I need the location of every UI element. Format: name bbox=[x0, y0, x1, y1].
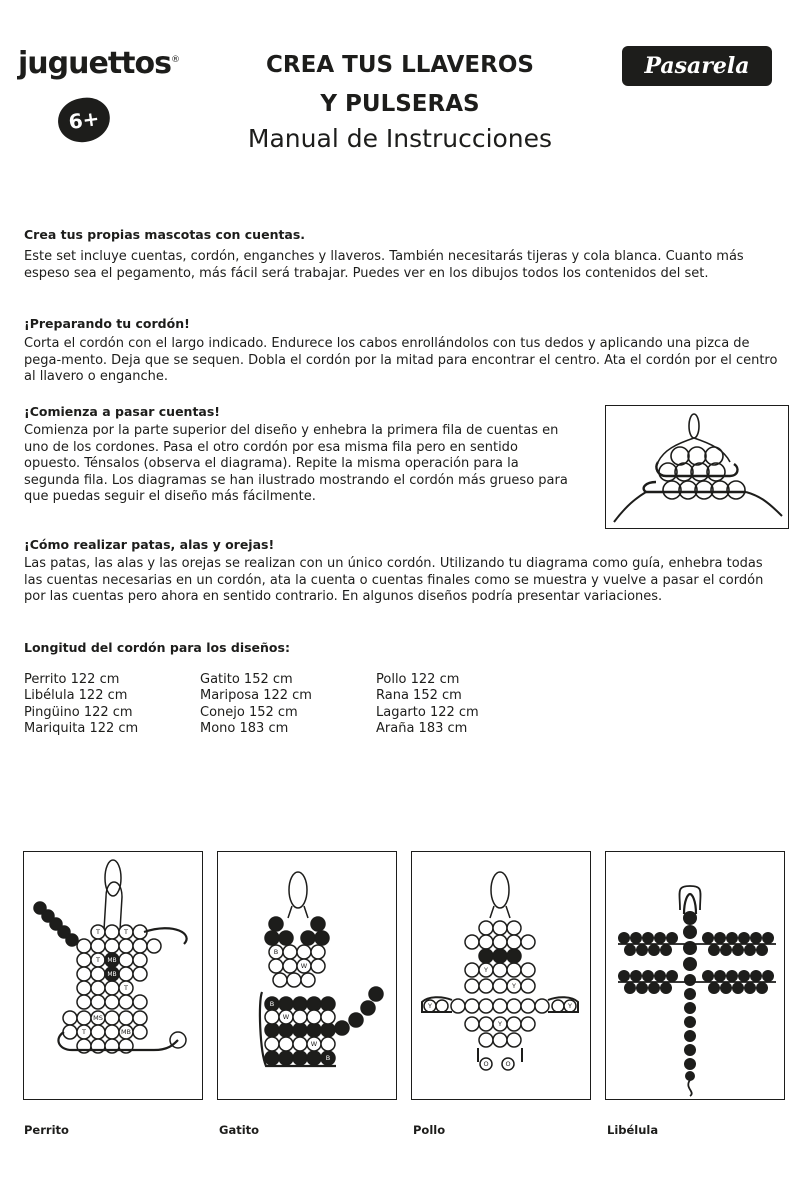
length-item: Mono 183 cm bbox=[200, 720, 289, 736]
lengths-column-3 bbox=[376, 672, 479, 737]
start-heading: ¡Comienza a pasar cuentas! bbox=[24, 404, 221, 419]
bead-label: T bbox=[96, 956, 100, 964]
bead-label: MB bbox=[107, 971, 117, 978]
bead-label: B bbox=[269, 1000, 275, 1008]
bead-label: B bbox=[325, 1054, 331, 1062]
bead-label: T bbox=[96, 928, 100, 936]
age-label: 6+ bbox=[67, 105, 101, 135]
bead-label: W bbox=[310, 1040, 318, 1048]
bead-label: B bbox=[273, 948, 279, 956]
partner-logo-text: Pasarela bbox=[644, 53, 750, 79]
figure-libelula bbox=[605, 851, 785, 1100]
bead-label: T bbox=[124, 984, 128, 992]
title-line-2: Y PULSERAS bbox=[320, 91, 480, 117]
dog-keychain-icon bbox=[24, 852, 201, 1098]
intro-body: Este set incluye cuentas, cordón, enganches y llaveros. También necesitarás tijeras y cola blanca. Cuanto más espeso sea el pegamento, más fácil será trabajar. Puedes ver en los dibujos todos los contenidos del set. bbox=[24, 249, 744, 281]
bead-label: Y bbox=[512, 982, 516, 990]
title-line-1: CREA TUS LLAVEROS bbox=[266, 52, 534, 78]
prep-body: Corta el cordón con el largo indicado. Endurece los cabos enrollándolos con tus dedos y aplicando una pizca de pega-mento. Deja que se sequen. Dobla el cordón por la mitad para encontrar el centro. Ata el cordón por el centro al llavero o enganche. bbox=[24, 336, 778, 384]
age-badge bbox=[55, 95, 113, 146]
bead-label: O bbox=[505, 1060, 511, 1068]
brand-name: juguettos bbox=[18, 46, 171, 81]
registered-mark: ® bbox=[170, 55, 179, 65]
figure-pollo bbox=[411, 851, 591, 1100]
prep-heading: ¡Preparando tu cordón! bbox=[24, 316, 190, 331]
bead-label: MB bbox=[107, 957, 117, 964]
figure-caption-perrito: Perrito bbox=[24, 1123, 69, 1137]
cat-keychain-icon bbox=[218, 852, 395, 1098]
length-item: Araña 183 cm bbox=[376, 720, 468, 736]
intro-heading: Crea tus propias mascotas con cuentas. bbox=[24, 227, 306, 242]
chick-keychain-icon bbox=[412, 852, 589, 1098]
threading-diagram bbox=[605, 405, 789, 529]
lengths-column-1 bbox=[24, 672, 138, 737]
threading-diagram-icon bbox=[606, 406, 787, 527]
lengths-heading: Longitud del cordón para los diseños: bbox=[24, 640, 290, 655]
subtitle: Manual de Instrucciones bbox=[247, 124, 553, 153]
bead-label: Y bbox=[498, 1020, 502, 1028]
figure-gatito bbox=[217, 851, 397, 1100]
length-item: Pingüino 122 cm bbox=[24, 704, 133, 720]
figure-perrito bbox=[23, 851, 203, 1100]
brand-logo bbox=[18, 46, 179, 81]
start-body: Comienza por la parte superior del diseño y enhebra la primera fila de cuentas en uno de los cordones. Pasa el otro cordón por esa misma fila pero en sentido opuesto. Ténsalos (observa el diagrama). Repite la misma operación para la segunda fila. Los diagramas se han ilustrado mostrando el cordón más grueso para que puedas seguir el diseño más fácilmente. bbox=[24, 423, 568, 504]
length-item: Lagarto 122 cm bbox=[376, 704, 479, 720]
length-item: Pollo 122 cm bbox=[376, 672, 460, 687]
bead-label: T bbox=[124, 928, 128, 936]
bead-label: Y bbox=[568, 1002, 572, 1010]
legs-body: Las patas, las alas y las orejas se realizan con un único cordón. Utilizando tu diagrama como guía, enhebra todas las cuentas necesarias en un cordón, ata la cuenta o cuentas finales como se muestra y vuelve a pasar el cordón por las cuentas pero ahora en sentido contrario. En algunos diseños podría presentar variaciones. bbox=[24, 556, 764, 604]
bead-label: Y bbox=[428, 1002, 432, 1010]
lengths-column-2 bbox=[200, 672, 312, 737]
length-item: Libélula 122 cm bbox=[24, 688, 128, 704]
length-item: Gatito 152 cm bbox=[200, 672, 293, 687]
dragonfly-keychain-icon bbox=[606, 852, 783, 1098]
length-item: Perrito 122 cm bbox=[24, 672, 120, 687]
figure-caption-gatito: Gatito bbox=[219, 1123, 260, 1137]
bead-label: T bbox=[82, 1028, 86, 1036]
figure-caption-libelula: Libélula bbox=[607, 1123, 659, 1137]
bead-label: W bbox=[300, 962, 308, 970]
length-item: Conejo 152 cm bbox=[200, 704, 298, 720]
length-item: Mariposa 122 cm bbox=[200, 688, 312, 704]
bead-label: MB bbox=[120, 1028, 132, 1036]
bead-label: MS bbox=[93, 1014, 103, 1022]
length-item: Rana 152 cm bbox=[376, 688, 462, 704]
bead-label: W bbox=[282, 1013, 290, 1021]
length-item: Mariquita 122 cm bbox=[24, 720, 139, 736]
figure-caption-pollo: Pollo bbox=[413, 1123, 446, 1137]
bead-label: Y bbox=[484, 966, 488, 974]
bead-label: O bbox=[483, 1060, 489, 1068]
pasarela-logo bbox=[622, 46, 772, 86]
legs-heading: ¡Cómo realizar patas, alas y orejas! bbox=[24, 537, 275, 552]
